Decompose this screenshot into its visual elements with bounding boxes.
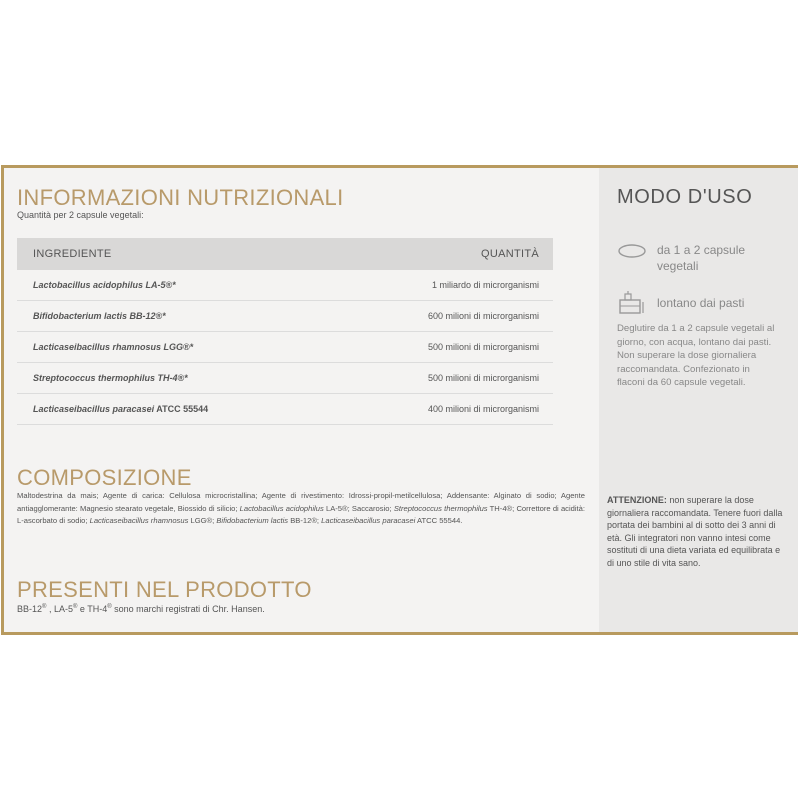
registered-mark: ® — [72, 604, 78, 610]
meal-icon — [617, 290, 647, 314]
dose-label: da 1 a 2 capsule vegetali — [657, 243, 746, 273]
quantity-cell: 500 milioni di microrganismi — [427, 342, 539, 352]
table-header — [17, 238, 553, 270]
trademark-la5: , LA-5 — [46, 604, 73, 614]
quantity-cell: 500 milioni di microrganismi — [427, 373, 539, 383]
capsule-icon — [617, 242, 647, 266]
table-row — [17, 394, 553, 425]
ingredient-cell: Lactobacillus acidophilus LA-5®* — [33, 280, 176, 290]
composition-part: BB-12®; — [288, 516, 322, 526]
table-row — [17, 332, 553, 363]
registered-mark: ® — [42, 604, 47, 610]
table-row — [17, 363, 553, 394]
table-row — [17, 270, 553, 301]
meal-row — [617, 290, 744, 314]
composition-title: COMPOSIZIONE — [17, 465, 192, 490]
usage-sidebar — [599, 168, 798, 632]
quantity-cell: 400 milioni di microrganismi — [427, 404, 539, 414]
ingredient-species: Lacticaseibacillus paracasei — [33, 404, 155, 414]
header-quantity: QUANTITÀ — [480, 248, 539, 260]
composition-text — [17, 490, 585, 528]
ingredient-strain: ATCC 55544 — [154, 404, 209, 414]
composition-part: LGG®; — [188, 516, 217, 526]
composition-part: TH-4®; Correttore di acidità: L-ascorbato di sodio; — [17, 503, 586, 526]
ingredient-cell — [33, 404, 208, 414]
trademark-th4: e TH-4 — [77, 604, 108, 614]
trademark-suffix: sono marchi registrati di Chr. Hansen. — [111, 604, 265, 614]
composition-species: Lacticaseibacillus rhamnosus — [89, 516, 189, 526]
composition-species: Lacticaseibacillus paracasei — [321, 516, 416, 526]
composition-species: Bifidobacterium lactis — [216, 516, 289, 526]
usage-title: MODO D'USO — [617, 186, 753, 208]
quantity-cell: 1 miliardo di microrganismi — [431, 280, 539, 290]
composition-part: LA-5®; Saccarosio; — [323, 503, 394, 513]
composition-species: Lactobacillus acidophilus — [239, 503, 324, 513]
nutrition-subtitle: Quantità per 2 capsule vegetali: — [17, 210, 144, 220]
quantity-cell: 600 milioni di microrganismi — [427, 311, 539, 321]
header-ingredient: INGREDIENTE — [33, 248, 112, 260]
composition-part: ATCC 55544. — [415, 516, 463, 526]
capsule-icon-svg — [617, 242, 647, 262]
nutrition-section — [4, 168, 599, 632]
meal-label: lontano dai pasti — [657, 296, 745, 310]
usage-description: Deglutire da 1 a 2 capsule vegetali al giorno, con acqua, lontano dai pasti. Non superare la dose giornaliera raccomandata. Confezionato in flaconi da 60 capsule vegetali. — [617, 323, 775, 389]
composition-species: Streptococcus thermophilus — [393, 503, 488, 513]
warning-label: ATTENZIONE: — [607, 495, 667, 505]
warning-body: non superare la dose giornaliera raccomandata. Tenere fuori dalla portata dei bambini al di sotto dei 3 anni di età. Gli integratori non vanno intesi come sostituti di una dieta variata ed equilibrata e di uno stile di vita sano. — [607, 495, 783, 568]
composition-part: Maltodestrina da mais; Agente di carica: Cellulosa microcristallina; Agente di rivestimento: Idrossi-propil-metilcellulosa; Addensante: Alginato di sodio; Agente antiagglomerante: Magnesio stearato vegetale, Biossido di silicio; — [17, 491, 585, 513]
ingredient-cell: Bifidobacterium lactis BB-12®* — [33, 311, 166, 321]
warning-text — [607, 494, 789, 570]
ingredient-cell: Streptococcus thermophilus TH-4®* — [33, 373, 188, 383]
ingredient-cell: Lacticaseibacillus rhamnosus LGG®* — [33, 342, 194, 352]
trademark-bb12: BB-12 — [17, 604, 43, 614]
meal-icon-svg — [617, 290, 647, 316]
nutrition-title: INFORMAZIONI NUTRIZIONALI — [17, 185, 344, 210]
table-row — [17, 301, 553, 332]
registered-mark: ® — [107, 604, 112, 610]
nutrition-table — [17, 238, 553, 425]
presenti-title: PRESENTI NEL PRODOTTO — [17, 577, 312, 602]
dose-row — [617, 242, 767, 274]
product-info-panel — [1, 165, 798, 635]
trademark-note — [17, 604, 265, 614]
